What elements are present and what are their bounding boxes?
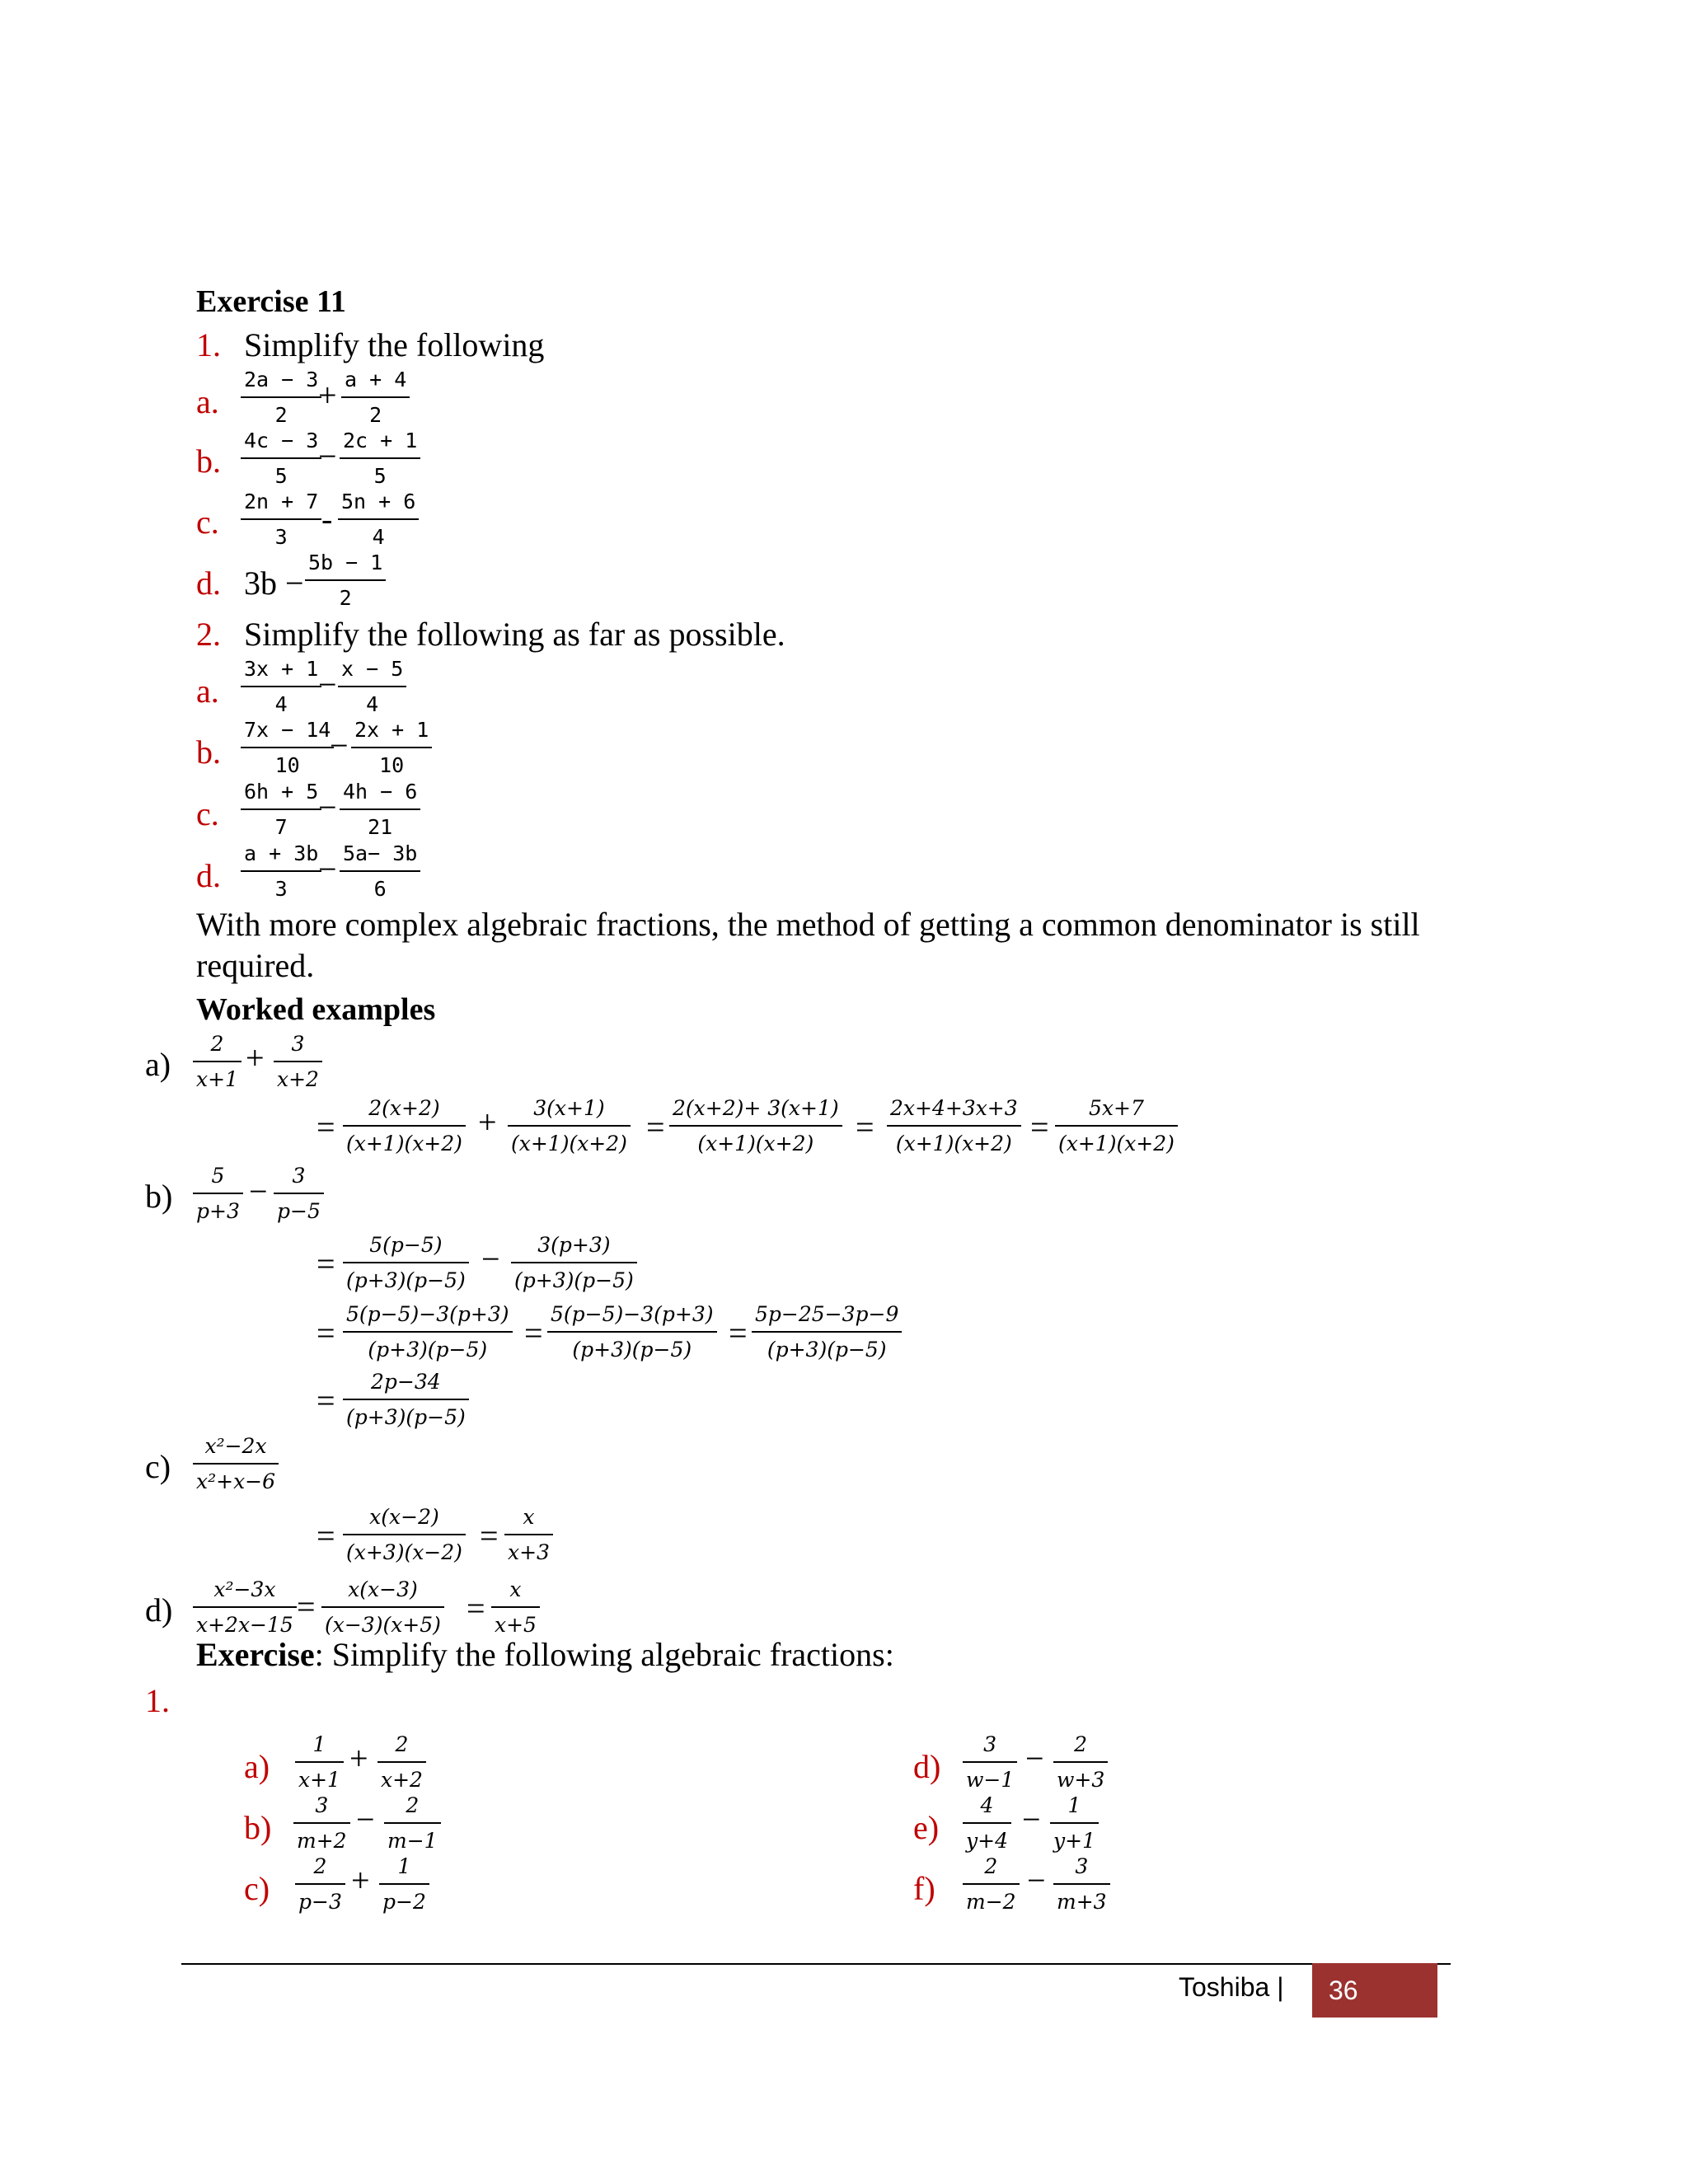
fraction: 2 p−3 <box>295 1854 345 1915</box>
fraction: 2a − 3 2 <box>241 368 321 428</box>
fraction: 3(p+3) (p+3)(p−5) <box>511 1233 637 1293</box>
item-label: d. <box>196 565 221 602</box>
paragraph-line-1: With more complex algebraic fractions, the method of getting a common denominator is still <box>196 906 1420 943</box>
paragraph-line-2: required. <box>196 947 315 984</box>
worked-examples-title: Worked examples <box>196 992 436 1027</box>
fraction: 4h − 6 21 <box>340 780 420 840</box>
equals-sign: = <box>467 1590 485 1627</box>
item-label: a. <box>196 383 219 420</box>
equals-sign: = <box>316 1517 335 1554</box>
item-label: b. <box>196 443 221 480</box>
operator: - <box>321 500 333 537</box>
fraction: x²−2x x²+x−6 <box>193 1434 279 1494</box>
equals-sign: = <box>297 1588 316 1625</box>
fraction: 2n + 7 3 <box>241 490 321 550</box>
operator: − <box>356 1801 375 1838</box>
question-1-number: 1. <box>196 326 221 363</box>
operator: − <box>1027 1862 1046 1899</box>
example-label: d) <box>145 1591 173 1629</box>
fraction: 5(p−5) (p+3)(p−5) <box>343 1233 469 1293</box>
footer-name: Toshiba | <box>1179 1972 1284 2002</box>
fraction: x(x−2) (x+3)(x−2) <box>343 1505 466 1565</box>
fraction: 5x+7 (x+1)(x+2) <box>1055 1096 1178 1156</box>
operator: − <box>1022 1801 1041 1838</box>
item-label: d) <box>913 1748 941 1785</box>
fraction: 1 y+1 <box>1050 1793 1099 1854</box>
example-label: a) <box>145 1046 171 1083</box>
fraction: 5b − 1 2 <box>305 551 386 611</box>
footer-rule <box>181 1963 1451 1965</box>
fraction: 3 w−1 <box>963 1732 1017 1793</box>
operator: − <box>249 1173 268 1210</box>
operator: − <box>481 1240 500 1277</box>
fraction: 2x + 1 10 <box>351 718 432 778</box>
item-prefix: 3b − <box>244 565 304 602</box>
operator: + <box>351 1862 370 1899</box>
fraction: a + 3b 3 <box>241 841 321 902</box>
item-label: e) <box>913 1809 940 1846</box>
fraction: x x+5 <box>491 1577 540 1638</box>
operator: − <box>318 438 337 475</box>
fraction: 5a− 3b 6 <box>340 841 420 902</box>
item-label: c. <box>196 504 219 541</box>
fraction: 7x − 14 10 <box>241 718 334 778</box>
fraction: 2 x+2 <box>377 1732 426 1793</box>
equals-sign: = <box>316 1315 335 1352</box>
equals-sign: = <box>646 1108 665 1146</box>
exercise-heading <box>196 1635 894 1674</box>
exercise-heading-bold: Exercise <box>196 1636 315 1673</box>
fraction: 5(p−5)−3(p+3) (p+3)(p−5) <box>547 1302 717 1362</box>
fraction: a + 4 2 <box>341 368 410 428</box>
fraction: 2(x+2) (x+1)(x+2) <box>343 1096 466 1156</box>
question-2-text: Simplify the following as far as possible. <box>244 616 785 653</box>
fraction: 1 x+1 <box>295 1732 344 1793</box>
fraction: 3x + 1 4 <box>241 657 321 717</box>
equals-sign: = <box>480 1517 499 1554</box>
exercise-number: 1. <box>145 1682 170 1719</box>
equals-sign: = <box>316 1382 335 1419</box>
fraction: 4c − 3 5 <box>241 429 321 489</box>
fraction: 3 m+3 <box>1053 1854 1110 1915</box>
fraction: 5n + 6 4 <box>338 490 419 550</box>
fraction: x − 5 4 <box>338 657 406 717</box>
operator: − <box>318 851 337 888</box>
fraction: 6h + 5 7 <box>241 780 321 840</box>
fraction: 3(x+1) (x+1)(x+2) <box>508 1096 631 1156</box>
fraction: 2p−34 (p+3)(p−5) <box>343 1370 469 1430</box>
operator: − <box>318 666 337 703</box>
fraction: 3 p−5 <box>274 1164 324 1224</box>
item-label: c) <box>244 1870 270 1907</box>
item-label: c. <box>196 795 219 832</box>
fraction: 2x+4+3x+3 (x+1)(x+2) <box>887 1096 1021 1156</box>
fraction: x²−3x x+2x−15 <box>193 1577 297 1638</box>
fraction: 2 m−2 <box>963 1854 1020 1915</box>
item-label: d. <box>196 857 221 894</box>
equals-sign: = <box>729 1315 748 1352</box>
item-label: a) <box>244 1748 270 1785</box>
fraction: 5p−25−3p−9 (p+3)(p−5) <box>752 1302 902 1362</box>
operator: − <box>1025 1740 1044 1777</box>
item-label: f) <box>913 1870 935 1907</box>
operator: + <box>478 1104 497 1141</box>
fraction: 5 p+3 <box>193 1164 243 1224</box>
question-1-text: Simplify the following <box>244 326 545 363</box>
fraction: 1 p−2 <box>379 1854 429 1915</box>
fraction: 2 m−1 <box>384 1793 441 1854</box>
operator: − <box>318 789 337 826</box>
fraction: 2(x+2)+ 3(x+1) (x+1)(x+2) <box>669 1096 842 1156</box>
fraction: 2 w+3 <box>1053 1732 1108 1793</box>
question-2-number: 2. <box>196 616 221 653</box>
example-label: b) <box>145 1178 173 1215</box>
fraction: 3 x+2 <box>274 1032 322 1092</box>
fraction: x(x−3) (x−3)(x+5) <box>321 1577 444 1638</box>
operator: − <box>330 727 349 764</box>
equals-sign: = <box>524 1315 543 1352</box>
operator: + <box>349 1740 368 1777</box>
exercise-11-title: Exercise 11 <box>196 284 346 319</box>
item-label: a. <box>196 673 219 710</box>
fraction: x x+3 <box>504 1505 553 1565</box>
page-number-badge <box>1312 1963 1437 2018</box>
fraction: 4 y+4 <box>963 1793 1011 1854</box>
fraction: 2c + 1 5 <box>340 429 420 489</box>
page-number: 36 <box>1329 1975 1358 2005</box>
item-label: b. <box>196 733 221 771</box>
equals-sign: = <box>1030 1108 1049 1146</box>
equals-sign: = <box>316 1245 335 1282</box>
fraction: 5(p−5)−3(p+3) (p+3)(p−5) <box>343 1302 513 1362</box>
equals-sign: = <box>316 1108 335 1146</box>
example-label: c) <box>145 1448 171 1485</box>
operator: + <box>318 377 337 414</box>
operator: + <box>246 1039 265 1076</box>
fraction: 3 m+2 <box>293 1793 350 1854</box>
item-label: b) <box>244 1809 272 1846</box>
fraction: 2 x+1 <box>193 1032 241 1092</box>
equals-sign: = <box>856 1108 874 1146</box>
exercise-heading-rest: : Simplify the following algebraic fractions: <box>314 1636 894 1673</box>
